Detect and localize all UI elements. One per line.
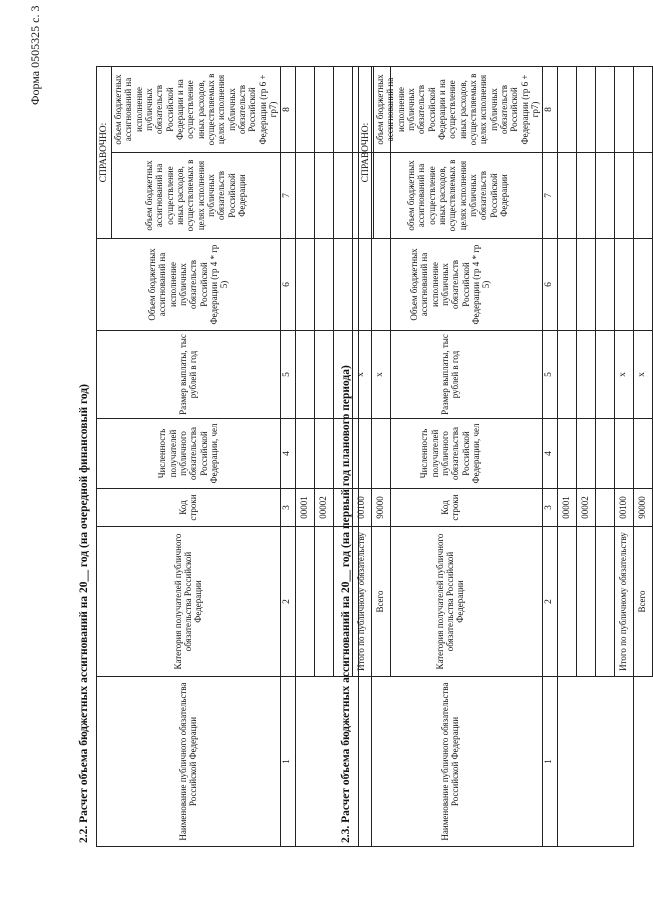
col-number: 3 <box>542 489 557 527</box>
header-row <box>359 67 374 847</box>
data-cell[interactable] <box>295 239 314 331</box>
col-number: 8 <box>280 67 295 153</box>
itogo-label: Итого по публичному обязательству <box>614 527 633 677</box>
col-number: 4 <box>280 419 295 489</box>
col-number: 2 <box>280 527 295 677</box>
col-number: 6 <box>280 239 295 331</box>
category-cell[interactable] <box>576 527 595 677</box>
data-cell[interactable] <box>295 331 314 419</box>
data-cell[interactable] <box>633 419 652 489</box>
code-cell: 00002 <box>314 489 333 527</box>
col-number: 8 <box>542 67 557 153</box>
data-cell[interactable] <box>557 239 576 331</box>
col-header-amount: Объем бюджетных ассигнований на исполнение публичных обязательств Российской Федерации (гр 4 * гр 5) <box>97 239 281 331</box>
obligation-name-cell[interactable] <box>557 677 633 847</box>
col-header-name: Наименование публичного обязательства Российской Федерации <box>97 677 281 847</box>
data-cell[interactable] <box>314 331 333 419</box>
col-number: 3 <box>280 489 295 527</box>
data-cell[interactable] <box>295 67 314 153</box>
spravochno-header: СПРАВОЧНО: <box>97 67 112 239</box>
data-cell[interactable] <box>576 67 595 153</box>
x-mark: x <box>614 331 633 419</box>
col-header-code: Код строки <box>97 489 281 527</box>
col-header-amount: Объем бюджетных ассигнований на исполнение публичных обязательств Российской Федерации (гр 4 * гр 5) <box>359 239 543 331</box>
data-cell[interactable] <box>595 419 614 489</box>
col-header-count: Численность получателей публичного обязательства Российской Федерации, чел <box>97 419 281 489</box>
data-cell[interactable] <box>633 153 652 239</box>
data-cell[interactable] <box>595 239 614 331</box>
data-cell[interactable] <box>333 153 352 239</box>
col-number: 1 <box>280 677 295 847</box>
col-number: 7 <box>542 153 557 239</box>
code-cell: 00001 <box>557 489 576 527</box>
data-cell[interactable] <box>633 239 652 331</box>
table-row <box>295 67 314 847</box>
col-number: 2 <box>542 527 557 677</box>
code-cell: 00001 <box>295 489 314 527</box>
col-header-other: объем бюджетных ассигнований на осуществление иных расходов, осуществляемых в целях исполнения публичных обязательств Российской Федерации <box>112 153 281 239</box>
data-cell[interactable] <box>614 239 633 331</box>
data-cell[interactable] <box>295 153 314 239</box>
data-cell[interactable] <box>595 67 614 153</box>
data-cell[interactable] <box>614 67 633 153</box>
code-cell: 00100 <box>614 489 633 527</box>
category-cell[interactable] <box>295 527 314 677</box>
code-cell: 90000 <box>371 489 390 527</box>
col-number: 7 <box>280 153 295 239</box>
column-number-row <box>280 67 295 847</box>
vsego-label: Всего <box>633 527 652 677</box>
data-cell[interactable] <box>333 67 352 153</box>
data-cell[interactable] <box>295 419 314 489</box>
code-cell: 00100 <box>352 489 371 527</box>
itogo-label: Итого по публичному обязательству <box>352 527 371 677</box>
x-mark: x <box>371 331 390 419</box>
header-row <box>97 67 112 847</box>
data-cell[interactable] <box>314 239 333 331</box>
x-mark: x <box>352 331 371 419</box>
col-header-total: объем бюджетных ассигнований на исполнение публичных обязательств Российской Федерации и на осуществление иных расходов, осуществляемых в целях исполнения публичных обязательств Российской Федерации (гр 6 + гр7) <box>374 67 543 153</box>
col-header-count: Численность получателей публичного обязательства Российской Федерации, чел <box>359 419 543 489</box>
spravochno-header: СПРАВОЧНО: <box>359 67 374 239</box>
col-header-category: Категория получателей публичного обязательства Российской Федерации <box>359 527 543 677</box>
code-cell: 90000 <box>633 489 652 527</box>
col-number: 1 <box>542 677 557 847</box>
data-cell[interactable] <box>576 419 595 489</box>
col-number: 5 <box>280 331 295 419</box>
data-cell[interactable] <box>576 153 595 239</box>
data-cell[interactable] <box>557 419 576 489</box>
col-number: 5 <box>542 331 557 419</box>
column-number-row <box>542 67 557 847</box>
data-cell[interactable] <box>614 153 633 239</box>
category-cell[interactable] <box>595 527 614 677</box>
category-cell[interactable] <box>557 527 576 677</box>
form-number: Форма 0505325 с. 3 <box>28 5 42 105</box>
table-2-3 <box>358 66 653 847</box>
data-cell[interactable] <box>576 331 595 419</box>
code-cell <box>595 489 614 527</box>
vsego-label: Всего <box>371 527 390 677</box>
data-cell[interactable] <box>314 153 333 239</box>
col-number: 4 <box>542 419 557 489</box>
col-header-total: объем бюджетных ассигнований на исполнение публичных обязательств Российской Федерации и на осуществление иных расходов, осуществляемых в целях исполнения публичных обязательств Российской Федерации (гр 6 + гр7) <box>112 67 281 153</box>
data-cell[interactable] <box>557 153 576 239</box>
data-cell[interactable] <box>633 67 652 153</box>
data-cell[interactable] <box>557 67 576 153</box>
data-cell[interactable] <box>314 67 333 153</box>
data-cell[interactable] <box>576 239 595 331</box>
data-cell[interactable] <box>595 331 614 419</box>
col-header-payment: Размер выплаты, тыс рублей в год <box>97 331 281 419</box>
col-number: 6 <box>542 239 557 331</box>
section-title-2-2: 2.2. Расчет объема бюджетных ассигнований на 20__ год (на очередной финансовый год) <box>78 384 90 843</box>
table-row <box>557 67 576 847</box>
col-header-name: Наименование публичного обязательства Российской Федерации <box>359 677 543 847</box>
data-cell[interactable] <box>557 331 576 419</box>
category-cell[interactable] <box>314 527 333 677</box>
data-cell[interactable] <box>314 419 333 489</box>
data-cell[interactable] <box>614 419 633 489</box>
col-header-category: Категория получателей публичного обязательства Российской Федерации <box>97 527 281 677</box>
col-header-code: Код строки <box>359 489 543 527</box>
data-cell[interactable] <box>595 153 614 239</box>
data-cell[interactable] <box>333 239 352 331</box>
col-header-payment: Размер выплаты, тыс рублей в год <box>359 331 543 419</box>
col-header-other: объем бюджетных ассигнований на осуществление иных расходов, осуществляемых в целях исполнения публичных обязательств Российской Федерации <box>374 153 543 239</box>
code-cell: 00002 <box>576 489 595 527</box>
section-title-2-3: 2.3. Расчет объема бюджетных ассигнований на 20__ год (на первый год планового периода) <box>340 365 352 843</box>
x-mark: x <box>633 331 652 419</box>
vsego-row <box>633 67 652 847</box>
